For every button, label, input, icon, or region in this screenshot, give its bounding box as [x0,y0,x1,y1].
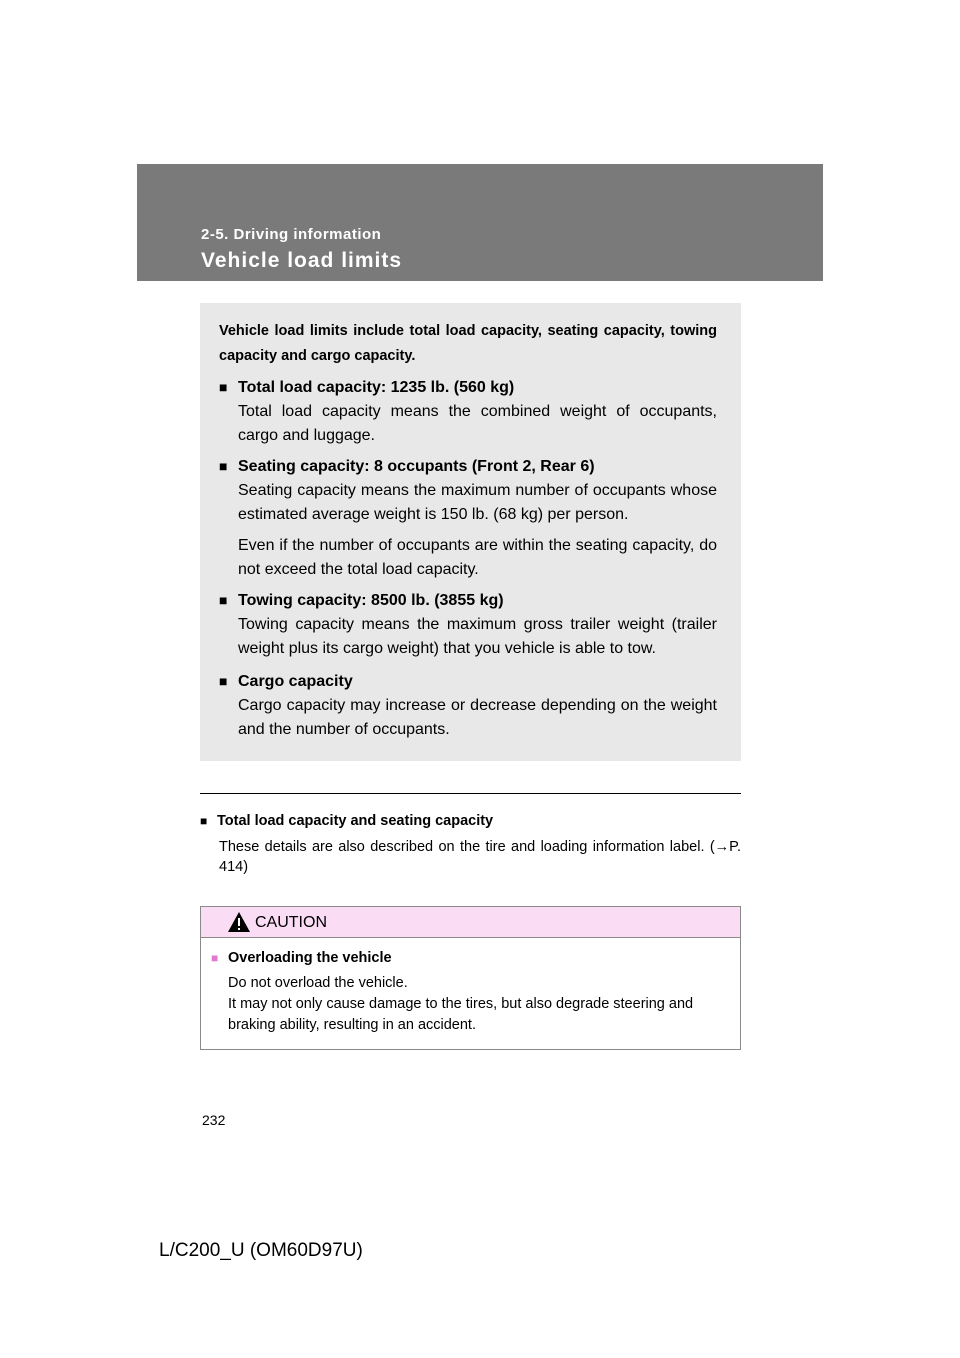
caution-text [228,973,741,1036]
item-cargo-capacity [219,669,717,742]
note-section [200,811,741,877]
caution-heading [211,948,741,968]
caution-title: CAUTION [255,914,327,931]
square-bullet-icon: ■ [219,379,228,395]
item-heading-text: Towing capacity: 8500 lb. (3855 kg) [238,592,504,609]
caution-line: It may not only cause damage to the tires, but also degrade steering and braking ability, resulting in an accident. [228,996,694,1033]
item-heading [219,588,717,613]
square-bullet-icon: ■ [219,592,228,608]
note-heading [200,811,741,831]
square-bullet-icon: ■ [200,814,208,828]
item-text: Even if the number of occupants are within the seating capacity, do not exceed the total load capacity. [238,537,717,578]
note-text: These details are also described on the tire and loading information label. (→P. 414) [219,839,741,875]
summary-box [200,303,741,761]
intro-text: Vehicle load limits include total load capacity, seating capacity, towing capacity and cargo capacity. [219,323,717,364]
note-heading-text: Total load capacity and seating capacity [217,813,494,829]
section-divider [200,793,741,794]
item-towing-capacity [219,588,717,661]
page-number: 232 [202,1112,226,1128]
item-text: Towing capacity means the maximum gross trailer weight (trailer weight plus its cargo weight) that you vehicle is able to tow. [238,616,717,657]
caution-body [211,948,741,1036]
item-heading [219,375,717,400]
square-bullet-icon: ■ [219,458,228,474]
section-label: 2-5. Driving information [201,226,382,243]
square-bullet-icon: ■ [219,673,228,689]
header-bar [137,164,823,281]
item-text: Total load capacity means the combined weight of occupants, cargo and luggage. [238,403,717,444]
caution-line: Do not overload the vehicle. [228,975,408,991]
item-text: Seating capacity means the maximum number of occupants whose estimated average weight is 150 lb. (68 kg) per person. [238,482,717,523]
caution-heading-text: Overloading the vehicle [228,950,392,966]
item-total-load-capacity [219,375,717,448]
item-heading-text: Total load capacity: 1235 lb. (560 kg) [238,379,515,396]
item-heading [219,669,717,694]
caution-header [201,907,740,938]
item-seating-capacity [219,454,717,582]
item-heading [219,454,717,479]
caution-box [200,906,741,1050]
warning-triangle-icon [227,911,251,933]
page-title: Vehicle load limits [201,249,403,272]
item-heading-text: Cargo capacity [238,673,353,690]
document-code: L/C200_U (OM60D97U) [159,1240,363,1261]
square-bullet-icon: ■ [211,951,219,965]
item-heading-text: Seating capacity: 8 occupants (Front 2, Rear 6) [238,458,595,475]
item-text: Cargo capacity may increase or decrease depending on the weight and the number of occupants. [238,697,717,738]
